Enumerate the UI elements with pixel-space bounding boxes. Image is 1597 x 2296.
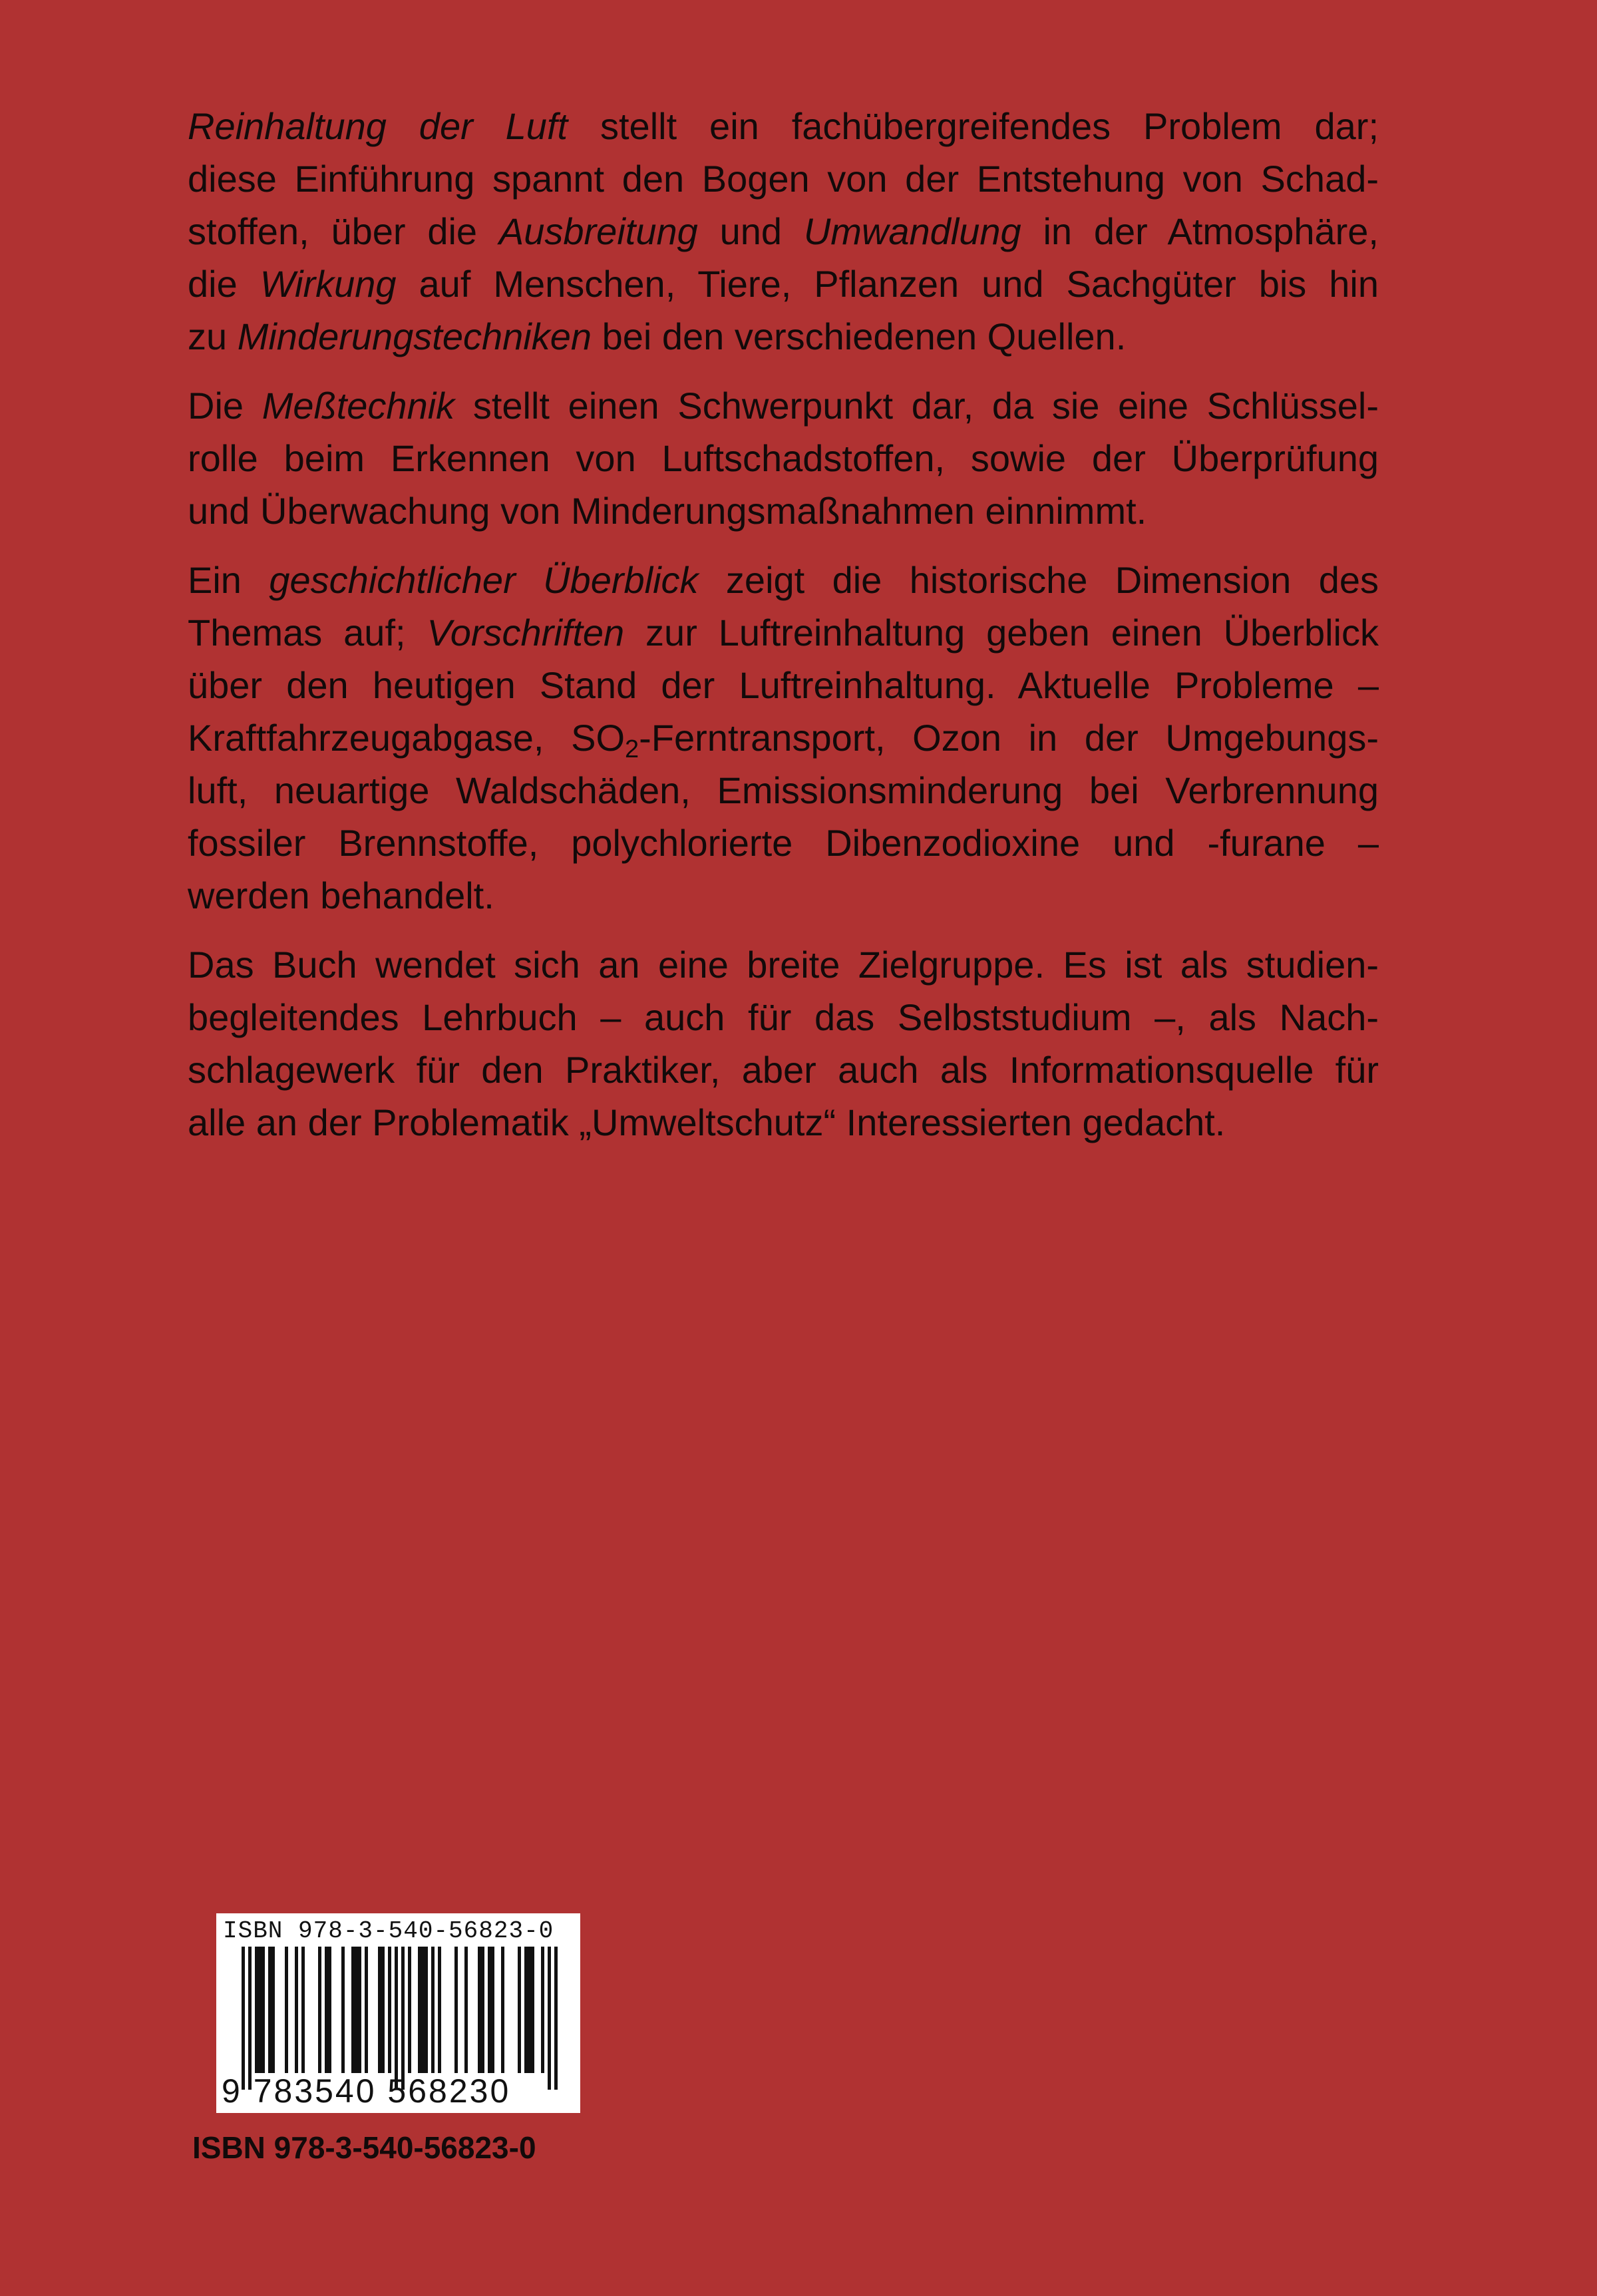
barcode-bar <box>301 1947 305 2073</box>
text-segment: luft, neuartige Waldschäden, Emissionsminderung bei Verbrennung <box>188 769 1379 811</box>
barcode-bar <box>425 1947 428 2073</box>
text-line <box>188 484 1379 537</box>
barcode-bar <box>268 1947 271 2073</box>
barcode-bar <box>518 1947 521 2073</box>
text-segment: zu <box>188 315 238 357</box>
barcode-bar <box>255 1947 258 2073</box>
barcode-isbn-text: ISBN 978-3-540-56823-0 <box>223 1917 554 1945</box>
text-segment: fossiler Brennstoffe, polychlorierte Dibenzodioxine und -furane – <box>188 822 1379 864</box>
text-segment: diese Einführung spannt den Bogen von der Entstehung von Schad- <box>188 158 1379 200</box>
barcode-label <box>216 1913 580 2113</box>
barcode-bar <box>318 1947 321 2073</box>
barcode-bar <box>541 1947 544 2073</box>
barcode-bar <box>258 1947 262 2073</box>
barcode-bar <box>438 1947 441 2073</box>
barcode-bar <box>478 1947 481 2073</box>
barcode-bar <box>325 1947 328 2073</box>
text-segment: in der Atmosphäre, <box>1021 210 1379 252</box>
text-segment: stoffen, über die <box>188 210 499 252</box>
text-segment: bei den verschiedenen Quellen. <box>592 315 1127 357</box>
text-segment: auf Menschen, Tiere, Pflanzen und Sachgüter bis hin <box>396 263 1379 305</box>
text-line <box>188 817 1379 869</box>
text-segment: und <box>697 210 804 252</box>
barcode-bar <box>488 1947 491 2073</box>
paragraph <box>188 554 1379 922</box>
italic-term: geschichtlicher Überblick <box>269 559 699 601</box>
text-segment: -Ferntransport, Ozon in der Umgebungs- <box>639 717 1379 759</box>
italic-term: Meßtechnik <box>262 385 455 427</box>
text-segment: stellt ein fachübergreifendes Problem dar; <box>568 105 1379 147</box>
text-segment: die <box>188 263 260 305</box>
text-segment: Ein <box>188 559 269 601</box>
barcode-bar <box>491 1947 494 2073</box>
barcode-bar <box>358 1947 361 2073</box>
text-line <box>188 991 1379 1044</box>
barcode-bar <box>365 1947 368 2073</box>
text-line <box>188 938 1379 991</box>
barcode-bar <box>395 1947 398 2090</box>
barcode-bar <box>401 1947 405 2090</box>
text-line <box>188 1044 1379 1096</box>
text-line <box>188 711 1379 764</box>
text-line <box>188 100 1379 152</box>
paragraph <box>188 379 1379 537</box>
barcode-bar <box>328 1947 331 2073</box>
barcode-bar <box>295 1947 298 2073</box>
isbn-number: ISBN 978-3-540-56823-0 <box>192 2130 536 2165</box>
text-segment: alle an der Problematik „Umweltschutz“ Interessierten gedacht. <box>188 1101 1226 1143</box>
text-segment: Themas auf; <box>188 612 427 654</box>
text-line <box>188 869 1379 922</box>
text-line <box>188 205 1379 258</box>
paragraph <box>188 938 1379 1149</box>
barcode-bar <box>341 1947 345 2073</box>
text-line <box>188 606 1379 659</box>
text-line <box>188 432 1379 484</box>
text-segment: über den heutigen Stand der Luftreinhaltung. Aktuelle Probleme – <box>188 664 1379 706</box>
text-line <box>188 258 1379 310</box>
text-line <box>188 379 1379 432</box>
subscript: 2 <box>625 735 639 763</box>
text-segment: zur Luftreinhaltung geben einen Überblick <box>624 612 1379 654</box>
barcode-bar <box>351 1947 355 2073</box>
paragraph <box>188 100 1379 363</box>
barcode-bar <box>285 1947 288 2073</box>
text-segment: Die <box>188 385 262 427</box>
barcode-bar <box>378 1947 381 2073</box>
barcode-bar <box>554 1947 558 2090</box>
text-line <box>188 310 1379 363</box>
barcode-bar <box>531 1947 534 2073</box>
italic-term: Wirkung <box>260 263 397 305</box>
barcode-bar <box>481 1947 484 2073</box>
barcode-bar <box>464 1947 468 2073</box>
barcode-bar <box>431 1947 435 2073</box>
text-segment: zeigt die historische Dimension des <box>698 559 1379 601</box>
italic-term: Vorschriften <box>427 612 625 654</box>
barcode-bar <box>501 1947 504 2073</box>
barcode-bar <box>242 1947 245 2090</box>
italic-term: Reinhaltung der Luft <box>188 105 568 147</box>
text-segment: stellt einen Schwerpunkt dar, da sie eine Schlüssel- <box>454 385 1379 427</box>
barcode-bar <box>248 1947 252 2090</box>
italic-term: Umwandlung <box>803 210 1021 252</box>
text-segment: Das Buch wendet sich an eine breite Zielgruppe. Es ist als studien- <box>188 944 1379 986</box>
barcode-bar <box>454 1947 458 2073</box>
barcode-bar <box>271 1947 275 2073</box>
barcode-bar <box>524 1947 528 2073</box>
text-line <box>188 1096 1379 1149</box>
text-line <box>188 764 1379 817</box>
blurb-text <box>188 100 1379 1165</box>
text-segment: werden behandelt. <box>188 874 494 916</box>
text-segment: begleitendes Lehrbuch – auch für das Selbststudium –, als Nach- <box>188 996 1379 1038</box>
barcode-digits: 9 783540 568230 <box>222 2072 511 2110</box>
barcode-bar <box>548 1947 551 2090</box>
italic-term: Ausbreitung <box>498 210 698 252</box>
text-line <box>188 659 1379 711</box>
barcode-bar <box>408 1947 411 2073</box>
barcode-bar <box>381 1947 385 2073</box>
text-line <box>188 554 1379 606</box>
text-line <box>188 152 1379 205</box>
barcode-bar <box>528 1947 531 2073</box>
barcode-bar <box>388 1947 391 2073</box>
text-segment: und Überwachung von Minderungsmaßnahmen einnimmt. <box>188 490 1147 532</box>
barcode-bar <box>421 1947 425 2073</box>
text-segment: schlagewerk für den Praktiker, aber auch als Informationsquelle für <box>188 1049 1379 1091</box>
barcode-bar <box>355 1947 358 2073</box>
italic-term: Minderungstechniken <box>237 315 592 357</box>
text-segment: Kraftfahrzeugabgase, SO <box>188 717 625 759</box>
text-segment: rolle beim Erkennen von Luftschadstoffen, sowie der Überprüfung <box>188 437 1379 479</box>
barcode-bar <box>262 1947 265 2073</box>
barcode-bar <box>418 1947 421 2073</box>
